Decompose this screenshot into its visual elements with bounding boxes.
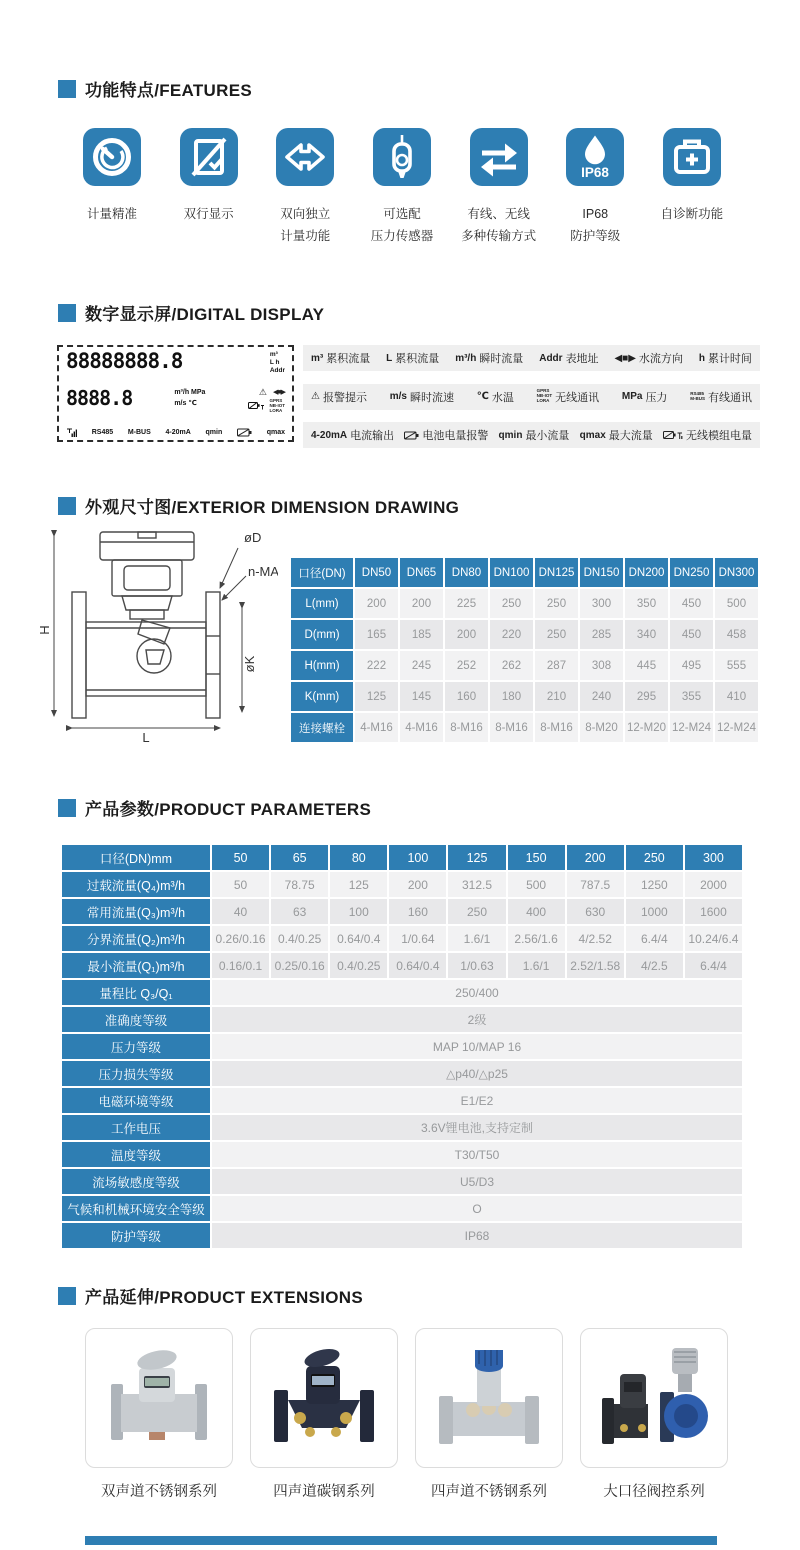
legend-symbol: Addr [539,352,563,364]
merged-value-cell: 3.6V锂电池,支持定制 [212,1115,742,1140]
data-cell: 500 [715,589,758,618]
feature-label: 计量精准 [86,207,137,221]
legend-label: 无线通讯 [555,391,600,404]
table-row [62,1061,742,1086]
data-cell: 285 [580,620,623,649]
dimension-table [289,556,760,744]
row-label-cell: 准确度等级 [62,1007,210,1032]
legend-symbol: ℃ [476,391,489,402]
legend-label: 有线通讯 [707,391,752,404]
data-cell: 50 [212,872,269,897]
header-cell: 250 [626,845,683,870]
legend-item [699,350,752,366]
meter-quad-carbon [264,1340,384,1457]
legend-item [477,389,514,405]
header-cell: DN125 [535,558,578,587]
data-cell: 180 [490,682,533,711]
protocol-stack: RS485 M-BUS [690,390,705,401]
merged-value-cell: IP68 [212,1223,742,1248]
features-row [66,128,738,248]
lcd-bottom-label: qmax [266,428,285,436]
section-marker [58,799,76,817]
table-row [62,1169,742,1194]
data-cell: 200 [355,589,398,618]
table-row [62,1142,742,1167]
data-cell: 145 [400,682,443,711]
row-label-cell: 防护等级 [62,1223,210,1248]
data-cell: 295 [625,682,668,711]
feature-label: 可选配 压力传感器 [370,207,434,243]
data-cell: 1600 [685,899,742,924]
row-label-cell: 流场敏感度等级 [62,1169,210,1194]
data-cell: 125 [330,872,387,897]
data-cell: 100 [330,899,387,924]
gauge-icon [83,128,141,186]
header-cell: 口径(DN)mm [62,845,210,870]
table-row [291,651,758,680]
merged-value-cell: O [212,1196,742,1221]
data-cell: 222 [355,651,398,680]
flow-direction-icon: ◀■▶ [273,389,285,397]
data-cell: 555 [715,651,758,680]
row-label-cell: 气候和机械环境安全等级 [62,1196,210,1221]
data-cell: 287 [535,651,578,680]
feature-item [66,128,158,248]
feature-label: 双向独立 计量功能 [280,207,331,243]
data-cell: 12-M20 [625,713,668,742]
product-card[interactable] [85,1328,233,1468]
data-cell: 250 [490,589,533,618]
row-label-cell: D(mm) [291,620,353,649]
legend-item [311,427,394,443]
legend-item [390,389,454,405]
section-title-text: 外观尺寸图/EXTERIOR DIMENSION DRAWING [85,498,460,517]
header-cell: DN80 [445,558,488,587]
header-cell: 125 [448,845,505,870]
feature-label: 自诊断功能 [660,207,724,221]
header-cell: 150 [508,845,565,870]
data-cell: 200 [400,589,443,618]
row-label-cell: 最小流量(Q₁)m³/h [62,953,210,978]
dim-label-l: L [142,730,150,744]
data-cell: 252 [445,651,488,680]
feature-item [259,128,351,248]
legend-label: 报警提示 [322,391,367,404]
data-cell: 0.16/0.1 [212,953,269,978]
legend-symbol: m³ [311,352,324,364]
legend-item [580,427,653,443]
svg-text:IP68: IP68 [581,165,610,180]
data-cell: 350 [625,589,668,618]
table-row [291,589,758,618]
legend-label: 电池电量报警 [422,430,489,442]
legend-label: 累积流量 [326,353,371,365]
data-cell: 8-M16 [490,713,533,742]
legend-item [311,350,370,366]
header-cell: 80 [330,845,387,870]
legend-row [303,345,760,371]
section-marker [58,1287,76,1305]
merged-value-cell: △p40/△p25 [212,1061,742,1086]
row-label-cell: 电磁环境等级 [62,1088,210,1113]
data-cell: 2000 [685,872,742,897]
dimension-drawing [38,516,278,749]
data-cell: 0.64/0.4 [330,926,387,951]
legend-symbol: MPa [621,391,643,402]
legend-symbol: ◀■▶ [614,352,636,364]
legend-symbol: qmin [498,429,523,441]
wireless-module-battery-icon [663,429,683,441]
row-label-cell: K(mm) [291,682,353,711]
table-row [291,620,758,649]
product-card[interactable] [580,1328,728,1468]
data-cell: 6.4/4 [685,953,742,978]
table-row [62,872,742,897]
data-cell: 450 [670,620,713,649]
legend-symbol: ⚠ [311,391,320,402]
lcd-flow-units: m³/h MPa m/s ℃ [174,389,206,407]
data-cell: 245 [400,651,443,680]
row-label-cell: 量程比 Q₃/Q₁ [62,980,210,1005]
feature-label: 有线、无线 多种传输方式 [461,207,537,243]
data-cell: 787.5 [567,872,624,897]
pressure-sensor-icon [373,128,431,186]
data-cell: 160 [445,682,488,711]
data-cell: 400 [508,899,565,924]
legend-label: 水温 [491,391,514,404]
product-card[interactable] [250,1328,398,1468]
lcd-legend [303,345,760,461]
battery-icon [404,429,419,441]
dim-label-h: H [38,625,52,635]
ip68-drop-icon [566,128,624,186]
feature-item [163,128,255,248]
header-cell: 300 [685,845,742,870]
data-cell: 1.6/1 [508,953,565,978]
legend-item [404,427,488,443]
data-cell: 0.4/0.25 [271,926,328,951]
data-cell: 8-M20 [580,713,623,742]
legend-item [622,389,668,405]
section-title-text: 产品参数/PRODUCT PARAMETERS [85,800,372,819]
legend-symbol: m³/h [455,352,477,364]
legend-item [614,350,682,366]
table-header-row [62,845,742,870]
lcd-total-units: m³ L h Addr [269,351,285,375]
lcd-row-totals [66,351,285,375]
battery-icon [237,428,252,437]
legend-label: 水流方向 [638,353,683,365]
data-cell: 500 [508,872,565,897]
data-cell: 200 [389,872,446,897]
legend-item [539,350,598,366]
header-cell: DN50 [355,558,398,587]
data-cell: 12-M24 [715,713,758,742]
row-label-cell: 压力损失等级 [62,1061,210,1086]
product-extension [580,1328,728,1501]
lcd-total-digits: 88888888.8 [66,349,183,373]
data-cell: 300 [580,589,623,618]
header-cell: 口径(DN) [291,558,353,587]
lcd-bottom-label: qmin [205,428,223,436]
product-extension [415,1328,563,1501]
dual-line-display-icon [180,128,238,186]
protocol-stack: GPRS NB-IOT LORA [536,388,553,403]
product-extension [250,1328,398,1501]
dim-label-d: øD [244,530,262,545]
table-header-row [291,558,758,587]
data-cell: 250 [448,899,505,924]
data-cell: 0.64/0.4 [389,953,446,978]
data-cell: 4/2.5 [626,953,683,978]
data-cell: 40 [212,899,269,924]
legend-label: 累积流量 [395,353,440,365]
data-cell: 6.4/4 [626,926,683,951]
legend-label: 无线模组电量 [685,430,752,442]
legend-symbol: m/s [389,391,407,402]
data-cell: 220 [490,620,533,649]
lcd-bottom-label: M-BUS [127,428,151,436]
product-card[interactable] [415,1328,563,1468]
header-cell: DN100 [490,558,533,587]
lcd-row-flow [66,388,285,414]
header-cell: 200 [567,845,624,870]
data-cell: 185 [400,620,443,649]
legend-symbol: L [386,352,393,364]
data-cell: 10.24/6.4 [685,926,742,951]
merged-value-cell: 2级 [212,1007,742,1032]
table-row [62,1034,742,1059]
lcd-bottom-label: RS485 [91,428,114,436]
header-cell: 100 [389,845,446,870]
legend-label: 瞬时流速 [409,391,454,404]
feature-label: IP68 防护等级 [570,207,621,243]
legend-label: 电流输出 [350,430,395,442]
row-label-cell: L(mm) [291,589,353,618]
data-cell: 200 [445,620,488,649]
row-label-cell: 过载流量(Q₄)m³/h [62,872,210,897]
section-title-text: 功能特点/FEATURES [85,81,252,100]
data-cell: 0.26/0.16 [212,926,269,951]
data-cell: 4-M16 [355,713,398,742]
data-cell: 4/2.52 [567,926,624,951]
feature-item [646,128,738,248]
header-cell: DN200 [625,558,668,587]
meter-quad-stainless [429,1340,549,1457]
data-cell: 445 [625,651,668,680]
data-cell: 240 [580,682,623,711]
data-cell: 165 [355,620,398,649]
legend-label: 表地址 [565,353,599,365]
row-label-cell: 分界流量(Q₂)m³/h [62,926,210,951]
table-row [291,713,758,742]
row-label-cell: 常用流量(Q₃)m³/h [62,899,210,924]
legend-row [303,384,760,410]
row-label-cell: 工作电压 [62,1115,210,1140]
data-cell: 8-M16 [535,713,578,742]
data-cell: 250 [535,589,578,618]
lcd-status-icons [248,388,286,414]
section-title-text: 数字显示屏/DIGITAL DISPLAY [85,305,325,324]
legend-label: 瞬时流量 [479,353,524,365]
table-row [62,1088,742,1113]
lcd-bottom-label: 4-20mA [165,428,191,436]
data-cell: 1/0.64 [389,926,446,951]
parameters-table [60,843,744,1250]
legend-symbol: h [698,352,705,364]
section-marker [58,80,76,98]
section-marker [58,497,76,515]
legend-item [311,389,367,405]
row-label-cell: 压力等级 [62,1034,210,1059]
display-section-title [58,300,324,325]
feature-item [549,128,641,248]
data-cell: 1/0.63 [448,953,505,978]
section-marker [58,304,76,322]
extensions-row [85,1328,728,1501]
data-cell: 160 [389,899,446,924]
data-cell: 210 [535,682,578,711]
row-label-cell: 温度等级 [62,1142,210,1167]
header-cell: 50 [212,845,269,870]
table-row [62,899,742,924]
legend-label: 最大流量 [608,430,653,442]
lcd-bottom-row [66,427,285,437]
lcd-flow-digits: 8888.8 [66,386,133,411]
table-row [62,1115,742,1140]
header-cell: DN250 [670,558,713,587]
data-cell: 0.25/0.16 [271,953,328,978]
section-title-text: 产品延伸/PRODUCT EXTENSIONS [85,1288,363,1307]
data-cell: 8-M16 [445,713,488,742]
legend-row [303,422,760,448]
header-cell: DN65 [400,558,443,587]
table-row [62,1007,742,1032]
warning-icon: ⚠ [258,387,267,398]
feature-item [356,128,448,248]
extensions-section-title [58,1283,363,1308]
table-row [62,1196,742,1221]
table-row [62,980,742,1005]
data-cell: 308 [580,651,623,680]
lcd-display-panel [57,345,294,442]
legend-label: 最小流量 [525,430,570,442]
dimensions-section-title [58,493,459,518]
data-cell: 2.56/1.6 [508,926,565,951]
data-cell: 1250 [626,872,683,897]
table-row [62,953,742,978]
feature-label: 双行显示 [183,207,234,221]
data-cell: 1000 [626,899,683,924]
data-cell: 262 [490,651,533,680]
dim-label-k: øK [242,655,257,673]
data-cell: 450 [670,589,713,618]
header-cell: DN300 [715,558,758,587]
data-cell: 250 [535,620,578,649]
data-cell: 630 [567,899,624,924]
data-cell: 355 [670,682,713,711]
data-cell: 0.4/0.25 [330,953,387,978]
merged-value-cell: E1/E2 [212,1088,742,1113]
features-section-title [58,76,252,101]
legend-label: 压力 [645,391,668,404]
wireless-protocols: GPRS NB-IOT LORA [269,398,285,414]
legend-item [499,427,570,443]
table-row [62,1223,742,1248]
data-cell: 12-M24 [670,713,713,742]
merged-value-cell: 250/400 [212,980,742,1005]
transmission-modes-icon [470,128,528,186]
header-cell: DN150 [580,558,623,587]
legend-item [386,350,439,366]
footer-accent-bar [85,1536,717,1545]
header-cell: 65 [271,845,328,870]
data-cell: 458 [715,620,758,649]
product-label: 四声道不锈钢系列 [431,1484,547,1500]
data-cell: 125 [355,682,398,711]
product-label: 双声道不锈钢系列 [101,1484,217,1500]
data-cell: 225 [445,589,488,618]
meter-dual-stainless [99,1340,219,1457]
row-label-cell: H(mm) [291,651,353,680]
parameters-section-title [58,795,371,820]
dim-label-nma: n-MA [248,564,278,579]
product-label: 大口径阀控系列 [603,1484,705,1500]
data-cell: 2.52/1.58 [567,953,624,978]
table-row [291,682,758,711]
merged-value-cell: MAP 10/MAP 16 [212,1034,742,1059]
product-label: 四声道碳钢系列 [273,1484,375,1500]
data-cell: 495 [670,651,713,680]
data-cell: 63 [271,899,328,924]
self-diagnosis-icon [663,128,721,186]
legend-item [537,389,600,405]
merged-value-cell: T30/T50 [212,1142,742,1167]
data-cell: 1.6/1 [448,926,505,951]
signal-icon [66,427,77,437]
table-row [62,926,742,951]
legend-symbol: 4-20mA [311,429,348,441]
bidirectional-metering-icon [276,128,334,186]
legend-item [455,350,523,366]
data-cell: 312.5 [448,872,505,897]
data-cell: 340 [625,620,668,649]
merged-value-cell: U5/D3 [212,1169,742,1194]
product-extension [85,1328,233,1501]
meter-valve-control [594,1340,714,1457]
feature-item [453,128,545,248]
legend-item [690,389,752,405]
legend-item [663,427,752,443]
legend-label: 累计时间 [707,353,752,365]
legend-symbol: qmax [579,429,606,441]
module-battery-icon [248,401,264,412]
data-cell: 410 [715,682,758,711]
data-cell: 78.75 [271,872,328,897]
row-label-cell: 连接螺栓 [291,713,353,742]
data-cell: 4-M16 [400,713,443,742]
